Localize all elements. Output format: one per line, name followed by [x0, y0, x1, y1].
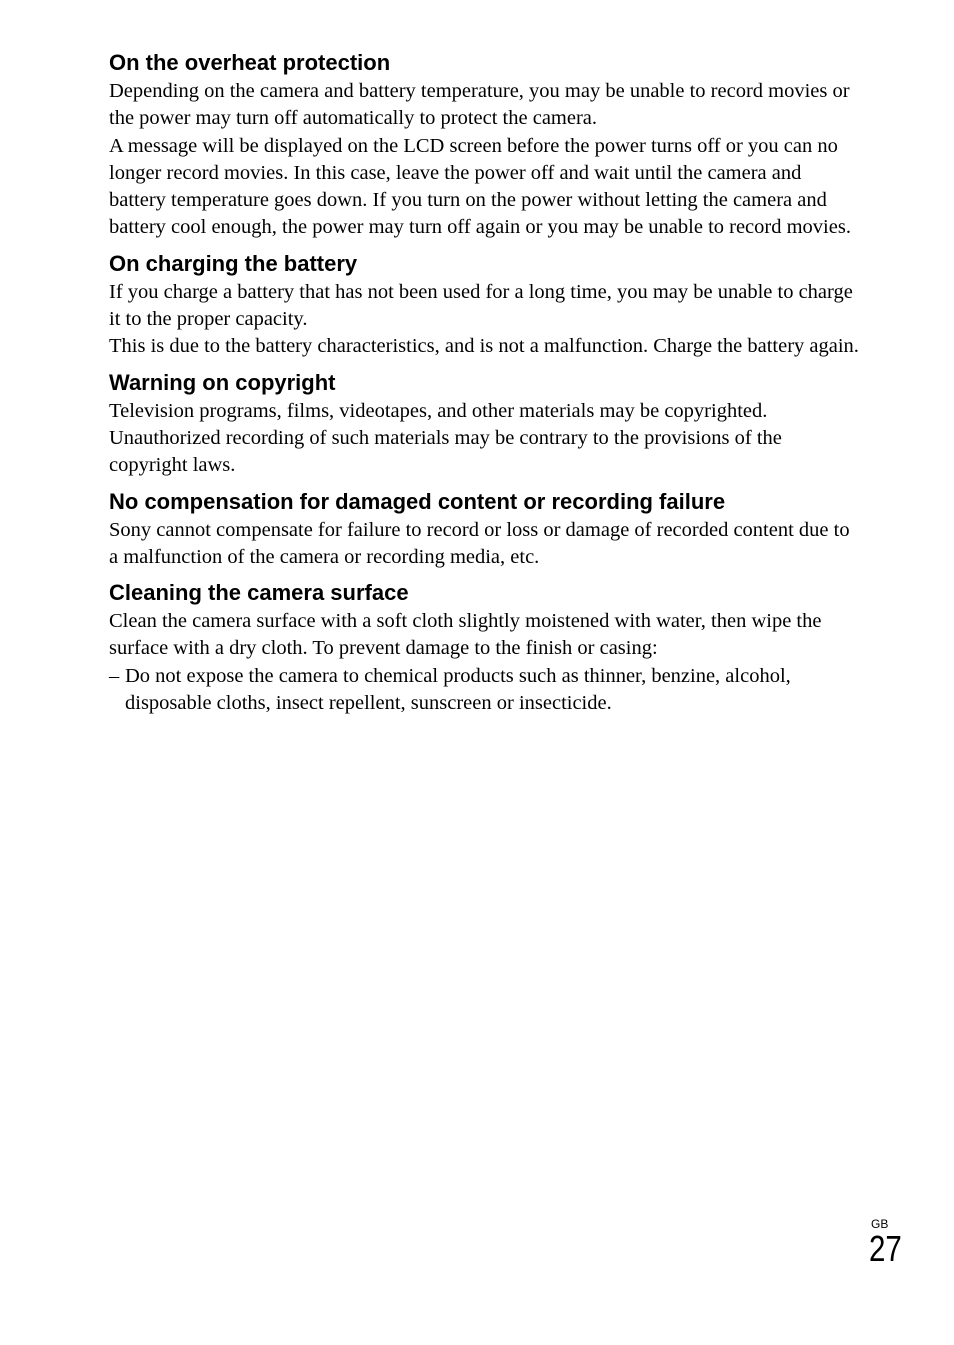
page-number: 27 — [869, 1228, 902, 1269]
section-heading: No compensation for damaged content or recording failure — [109, 488, 726, 514]
section-heading: On the overheat protection — [109, 50, 391, 75]
section-heading: On charging the battery — [109, 250, 358, 276]
section-copyright-warning — [109, 368, 861, 480]
paragraph: Television programs, films, videotapes, and other materials may be copyrighted. Unauthorized recording of such materials may be contrary to the provisions of the copyright laws. — [109, 399, 782, 477]
page-folio — [869, 1217, 919, 1267]
section-cleaning-surface — [109, 578, 861, 717]
paragraph: This is due to the battery characteristics, and is not a malfunction. Charge the battery again. — [109, 335, 859, 358]
page-content — [109, 48, 861, 717]
paragraph: Depending on the camera and battery temperature, you may be unable to record movies or the power may turn off automatically to protect the camera. — [109, 80, 850, 130]
section-heading: Cleaning the camera surface — [109, 580, 409, 606]
section-heading: Warning on copyright — [109, 369, 336, 395]
region-code: GB — [871, 1217, 889, 1231]
paragraph: Sony cannot compensate for failure to record or loss or damage of recorded content due to a malfunction of the camera or recording media, etc. — [109, 518, 850, 568]
paragraph: A message will be displayed on the LCD screen before the power turns off or you can no longer record movies. In this case, leave the power off and wait until the camera and battery temperature goes down. If you turn on the power without letting the camera and battery cool enough, the power may turn off again or you may be unable to record movies. — [109, 134, 851, 239]
bullet-marker: – — [109, 664, 120, 687]
paragraph: Clean the camera surface with a soft cloth slightly moistened with water, then wipe the surface with a dry cloth. To prevent damage to the finish or casing: — [109, 610, 822, 660]
bullet-text: Do not expose the camera to chemical products such as thinner, benzine, alcohol, disposable cloths, insect repellent, sunscreen or insecticide. — [125, 664, 791, 715]
bullet-item — [109, 663, 861, 718]
section-overheat-protection — [109, 48, 861, 242]
section-charging-battery — [109, 249, 861, 361]
paragraph: If you charge a battery that has not been used for a long time, you may be unable to charge it to the proper capacity. — [109, 280, 853, 331]
section-no-compensation — [109, 487, 861, 572]
